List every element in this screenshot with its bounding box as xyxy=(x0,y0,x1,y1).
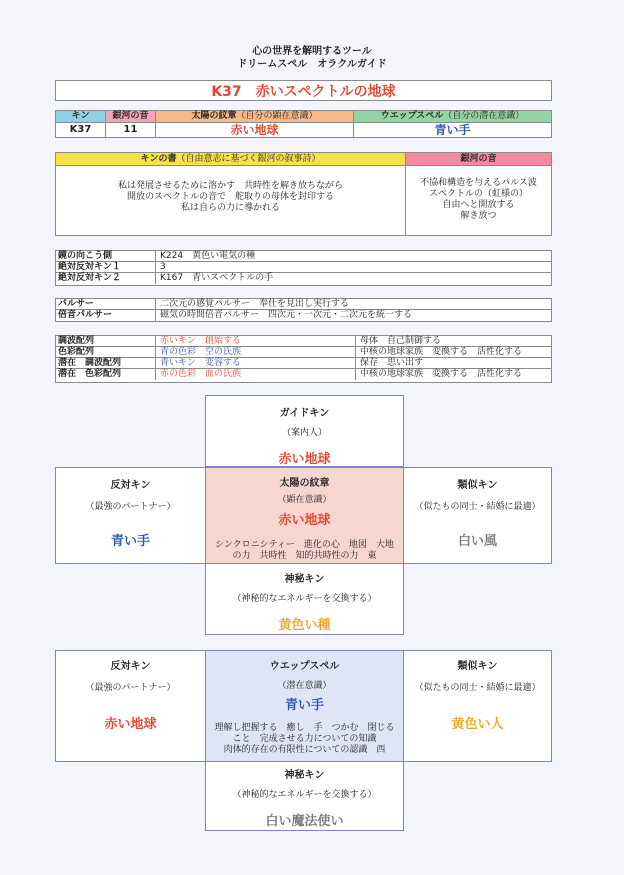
title-line-2: ドリームスペル オラクルガイド xyxy=(237,59,387,70)
occult-kin-title: 神秘キン xyxy=(284,574,325,585)
info-label: パルサー xyxy=(56,299,156,309)
info-value: 赤の色彩 血の氏族 xyxy=(156,369,356,380)
analog-kin-title: 反対キン xyxy=(110,661,151,672)
analog-kin-name: 赤い地球 xyxy=(104,717,157,732)
info-value: 中核の地球家族 変換する 活性化する xyxy=(360,346,523,357)
book-right-line: 自由へと開放する xyxy=(442,200,515,210)
center-title: ウエップスペル xyxy=(269,661,340,672)
center-sub: （顕在意識） xyxy=(277,495,332,505)
info-value: 磁気の時間倍音パルサー 四次元・一次元・二次元を統一する xyxy=(160,310,413,320)
harmonic-table xyxy=(55,335,552,383)
info-label: 色彩配列 xyxy=(56,347,156,357)
info-value: K224 黄色い電気の種 xyxy=(160,250,256,261)
info-row xyxy=(56,310,551,321)
info-label: 潜在 色彩配列 xyxy=(56,369,156,380)
occult-kin-sub: （神秘的なエネルギーを交換する） xyxy=(232,790,377,800)
similar-kin-title: 類似キン xyxy=(457,480,498,491)
info-row xyxy=(56,347,551,358)
header-galaxy-tone: 銀河の音 xyxy=(106,111,156,122)
main-title-box xyxy=(55,80,552,101)
oracle1-guide-cell xyxy=(205,395,404,467)
book-left-header-label: キンの書 xyxy=(140,154,177,164)
similar-kin-name: 黄色い人 xyxy=(451,717,504,732)
analog-kin-name: 青い手 xyxy=(110,534,150,549)
center-keyword-line: 肉体的存在の有限性についての認識 西 xyxy=(223,745,386,755)
info-label: 倍音パルサー xyxy=(56,310,156,321)
info-row xyxy=(56,369,551,380)
analog-kin-title: 反対キン xyxy=(110,480,151,491)
pulsar-table xyxy=(55,298,552,322)
center-keywords xyxy=(206,540,403,562)
solar-seal-name: 赤い地球 xyxy=(156,123,354,137)
title-line-1: 心の世界を解明するツール xyxy=(252,46,372,57)
info-value: K167 青いスペクトルの手 xyxy=(160,273,274,283)
info-row xyxy=(56,299,551,310)
header-solar-seal xyxy=(156,111,354,122)
info-row xyxy=(56,358,551,369)
info-label: 潜在 調波配列 xyxy=(56,358,156,368)
oracle1-center-cell xyxy=(205,467,404,564)
oracle2-similar-cell xyxy=(403,650,552,762)
center-keywords xyxy=(206,723,403,756)
similar-kin-sub: （似たもの同士・結婚に最適） xyxy=(414,502,541,512)
occult-kin-name: 白い魔法使い xyxy=(265,814,344,829)
book-left-line: 私は自らの力に導かれる xyxy=(180,203,280,213)
info-value: 保存 思い出す xyxy=(360,357,424,368)
occult-kin-sub: （神秘的なエネルギーを交換する） xyxy=(232,594,377,604)
galaxy-tone-number: 11 xyxy=(106,123,156,137)
book-left-text xyxy=(56,166,406,235)
info-row xyxy=(56,262,551,273)
info-row xyxy=(56,273,551,284)
center-name: 赤い地球 xyxy=(278,513,331,528)
center-keyword-line: の力 共時性 知的共時性の力 東 xyxy=(232,551,377,561)
guide-kin-title: ガイドキン xyxy=(279,408,330,419)
kin-number: K37 xyxy=(56,123,106,137)
main-title: K37 赤いスペクトルの地球 xyxy=(211,84,396,100)
book-left-header xyxy=(56,153,406,165)
info-label: 鏡の向こう側 xyxy=(56,251,156,261)
oracle2-analog-cell xyxy=(55,650,206,762)
oracle1-occult-cell xyxy=(205,563,404,635)
info-value: 二次元の感覚パルサー 奉仕を見出し実行する xyxy=(160,298,350,309)
info-label: 絶対反対キン２ xyxy=(56,273,156,284)
info-row xyxy=(56,251,551,262)
info-label: 調波配列 xyxy=(56,336,156,346)
analog-kin-sub: （最強のパートナー） xyxy=(85,683,176,693)
center-sub: （潜在意識） xyxy=(277,681,332,691)
info-value: 母体 自己制御する xyxy=(360,335,442,346)
book-right-line: 不協和構造を与えるパルス波 xyxy=(420,178,537,188)
book-left-line: 私は発展させるために溶かす 共時性を解き放ちながら xyxy=(117,181,343,191)
info-label: 絶対反対キン１ xyxy=(56,262,156,272)
info-value: 赤いキン 創始する xyxy=(156,336,356,346)
center-title: 太陽の紋章 xyxy=(279,478,330,489)
info-value: 青の色彩 空の氏族 xyxy=(156,347,356,357)
wavespell-name: 青い手 xyxy=(434,123,471,137)
similar-kin-name: 白い風 xyxy=(457,534,497,549)
book-left-line: 開放のスペクトルの音で 舵取りの母体を封印する xyxy=(126,192,334,202)
similar-kin-title: 類似キン xyxy=(457,661,498,672)
oracle2-occult-cell xyxy=(205,761,404,831)
center-keyword-line: 理解し把握する 癒し 手 つかむ 閉じる xyxy=(214,723,395,733)
analog-kin-sub: （最強のパートナー） xyxy=(85,502,176,512)
header-wavespell-label: ウエップスペル xyxy=(380,111,444,121)
info-value: 中核の地球家族 変換する 活性化する xyxy=(360,369,523,379)
book-of-kin xyxy=(55,152,552,236)
center-name: 青い手 xyxy=(284,698,324,713)
oracle1-similar-cell xyxy=(403,467,552,564)
header-solar-seal-label: 太陽の紋章 xyxy=(191,111,237,121)
header-wavespell-note: （自分の潜在意識） xyxy=(443,111,525,121)
info-value: 青いキン 変容する xyxy=(156,358,356,368)
book-right-header: 銀河の音 xyxy=(406,153,551,165)
occult-kin-title: 神秘キン xyxy=(284,770,325,781)
mirror-info-table xyxy=(55,250,552,286)
book-right-line: 解き放つ xyxy=(460,211,497,221)
book-right-line: スペクトルの（虹様の） xyxy=(428,189,528,199)
occult-kin-name: 黄色い種 xyxy=(278,618,331,633)
center-keyword-line: シンクロニシティー 進化の心 地図 大地 xyxy=(215,540,394,550)
book-left-header-note: （自由意志に基づく銀河の叙事詩） xyxy=(176,154,321,164)
center-keyword-line: こと 完成させる力についての知識 xyxy=(232,734,377,744)
info-row xyxy=(56,336,551,347)
guide-kin-sub: （案内人） xyxy=(281,428,327,438)
guide-kin-name: 赤い地球 xyxy=(278,452,331,467)
oracle2-center-cell xyxy=(205,650,404,762)
similar-kin-sub: （似たもの同士・結婚に最適） xyxy=(414,683,541,693)
info-value: 3 xyxy=(160,261,166,272)
kin-table xyxy=(55,110,552,138)
header-kin: キン xyxy=(56,111,106,122)
header-solar-seal-note: （自分の顕在意識） xyxy=(236,111,318,121)
header-wavespell xyxy=(354,111,551,122)
oracle1-analog-cell xyxy=(55,467,206,564)
book-right-text xyxy=(406,166,551,235)
